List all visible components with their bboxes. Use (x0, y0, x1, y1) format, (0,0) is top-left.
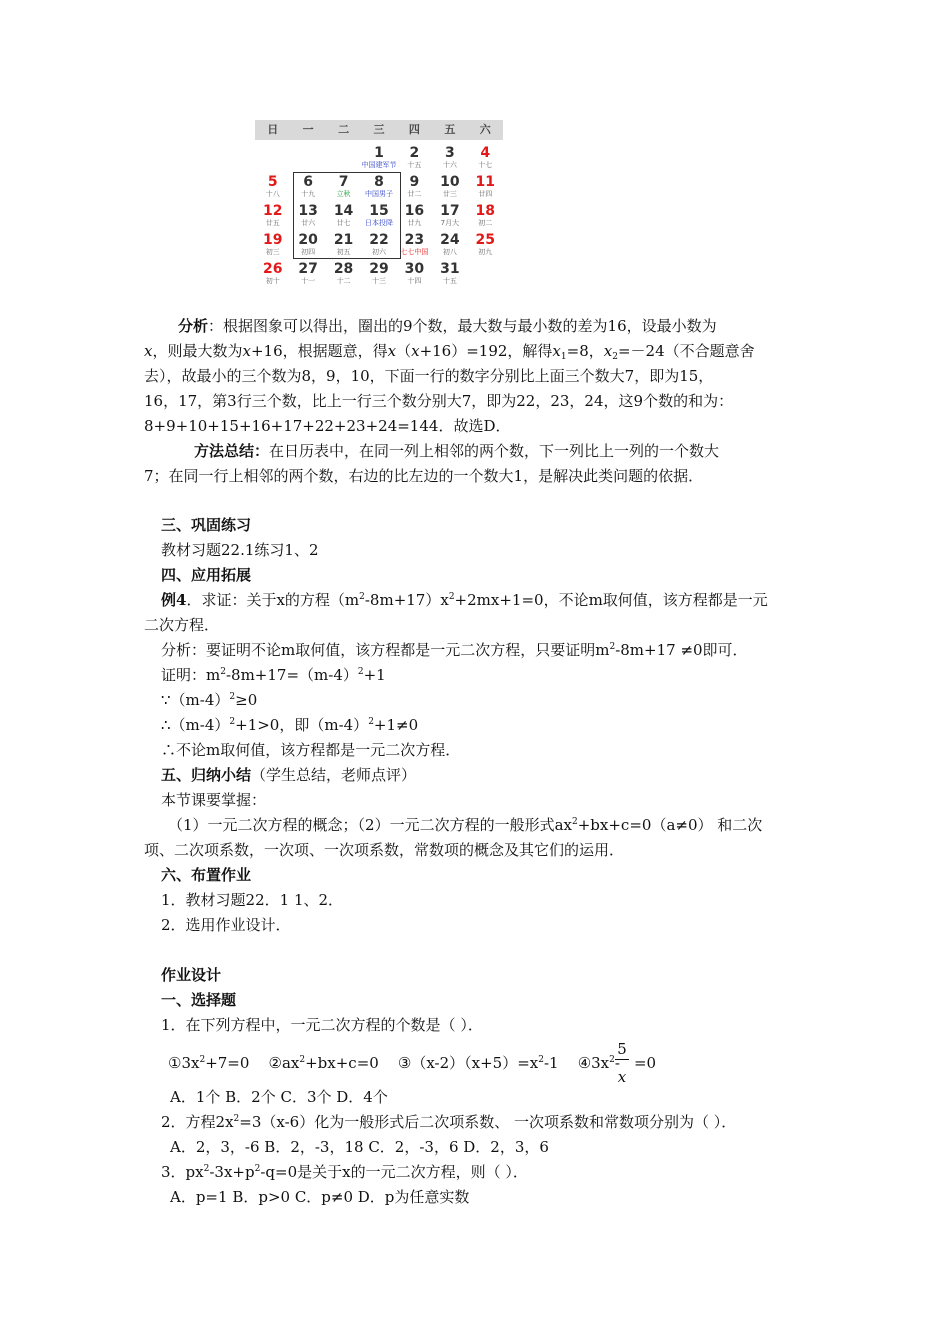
day-subtext: 初八 (442, 248, 457, 256)
day-number: 8 (374, 174, 384, 190)
day-number: 22 (369, 232, 389, 248)
calendar-day (397, 144, 432, 173)
analysis-line-4: 16，17，第3行三个数，比上一行三个数分别大7，即为22，23，24，这9个数的和为： (144, 392, 734, 410)
analysis-line-2: x，则最大数为x+16，根据题意，得x（x+16）=192，解得$x_1=8$，$x_2=-24$（不合题意舍 (144, 342, 755, 362)
analysis-line-5: 8+9+10+15+16+17+22+23+24=144．故选D． (144, 417, 511, 435)
calendar-day (468, 173, 503, 202)
day-subtext: 初三 (265, 248, 280, 256)
weekday-label: 三 (373, 123, 385, 136)
day-number: 27 (298, 261, 318, 277)
question-1: 1．在下列方程中，一元二次方程的个数是（ ）． (161, 1016, 483, 1034)
calendar-day (397, 202, 432, 231)
weekday-label: 四 (408, 123, 420, 136)
day-number: 23 (404, 232, 425, 248)
calendar-image (255, 120, 503, 288)
day-subtext: 十二 (336, 277, 351, 285)
question-3: 3．$px^2-3x+p^2-q=0$是关于x的一元二次方程，则（ ）． (161, 1163, 528, 1181)
day-subtext: 廿六 (301, 219, 316, 227)
day-subtext: 廿四 (478, 190, 493, 198)
weekday-label: 日 (267, 123, 279, 136)
fraction-bar (615, 1059, 629, 1060)
day-number: 7 (338, 174, 349, 190)
homework-title: 作业设计 (161, 966, 222, 984)
calendar-day (397, 173, 432, 202)
method-label: 方法总结： (194, 442, 270, 460)
analysis-label: 分析 (178, 317, 209, 335)
section-6-item-1: 1．教材习题22．1 1、2． (161, 891, 344, 909)
section-6-item-2: 2．选用作业设计． (161, 916, 291, 934)
day-number: 25 (475, 232, 496, 248)
calendar-day (468, 144, 503, 173)
calendar-day (361, 260, 396, 289)
question-1-options (168, 1056, 656, 1071)
question-2: 2．方程$2x^2=3(x-6)$化为一般形式后二次项系数、 一次项系数和常数项分别为（ ）． (161, 1113, 737, 1131)
day-number: 24 (440, 232, 460, 248)
section-3-title: 三、巩固练习 (161, 516, 252, 534)
day-subtext: 初五 (336, 248, 351, 256)
day-subtext: 廿五 (265, 219, 280, 227)
calendar-day (468, 231, 503, 260)
day-subtext: 立秋 (336, 190, 351, 198)
section-5-line-2: （1）一元二次方程的概念；（2）一元二次方程的一般形式$ax^2+bx+c=0(a\ne 0)$ 和二次 (168, 816, 763, 834)
question-3-answers: A．p=1 B．p>0 C．p≠0 D．p为任意实数 (170, 1188, 470, 1206)
example-4-analysis: 分析：要证明不论m取何值，该方程都是一元二次方程，只要证明$m^2-8m+17 \ne 0$即可． (161, 641, 748, 659)
calendar-day (432, 144, 467, 173)
section-6-title: 六、布置作业 (161, 866, 252, 884)
day-number: 16 (404, 203, 425, 219)
day-subtext: 七七中国 (400, 248, 429, 256)
day-subtext: 日本投降 (364, 219, 393, 227)
day-subtext: 初九 (478, 248, 493, 256)
day-number: 2 (409, 145, 420, 161)
calendar-day (255, 144, 290, 173)
day-number: 31 (440, 261, 460, 277)
calendar-day (326, 260, 361, 289)
day-subtext: 初二 (478, 219, 493, 227)
section-5-line-1: 本节课要掌握： (161, 791, 267, 809)
day-subtext: 十五 (407, 161, 422, 169)
calendar-day (290, 144, 325, 173)
day-number: 12 (262, 203, 283, 219)
day-subtext: 廿三 (442, 190, 457, 198)
day-subtext: 初四 (301, 248, 316, 256)
day-number: 5 (267, 174, 278, 190)
day-subtext: 中国建军节 (361, 161, 397, 169)
calendar-day (432, 231, 467, 260)
day-subtext: 廿二 (407, 190, 422, 198)
day-subtext: 初十 (265, 277, 280, 285)
day-subtext: 十六 (442, 161, 457, 169)
day-number: 10 (440, 174, 460, 190)
day-number: 30 (404, 261, 425, 277)
calendar-day (255, 202, 290, 231)
question-2-answers: A．2，3，-6 B．2，-3，18 C．2，-3，6 D．2，3，6 (170, 1138, 549, 1156)
proof-therefore: $\therefore(m-4)^2+1>0$，即$(m-4)^2+1\ne 0$ (161, 716, 419, 734)
section-3-line: 教材习题22.1练习1、2 (161, 541, 319, 559)
method-line-1: 方法总结：在日历表中，在同一列上相邻的两个数，下一列比上一列的一个数大 (194, 442, 720, 460)
fraction-numerator: 5 (617, 1040, 627, 1058)
day-number: 1 (374, 145, 384, 161)
option-4: $④3x^2- =0$ (577, 1054, 657, 1072)
day-number: 4 (480, 145, 491, 161)
section-5-line-3: 项、二次项系数，一次项、一次项系数，常数项的概念及其它们的运用． (144, 841, 625, 859)
calendar-weekday-header (255, 120, 503, 140)
weekday-label: 一 (302, 123, 314, 136)
day-number: 19 (262, 232, 283, 248)
day-number: 13 (298, 203, 318, 219)
section-5-title: 五、归纳小结（学生总结，老师点评） (161, 766, 417, 784)
option-3: $③(x-2)(x+5)=x^2-1$ (397, 1054, 559, 1072)
day-number: 17 (440, 203, 460, 219)
calendar-day (468, 202, 503, 231)
day-number: 21 (333, 232, 354, 248)
calendar-day (326, 144, 361, 173)
day-subtext: 7月大 (440, 219, 460, 227)
weekday-label: 五 (444, 123, 456, 136)
day-number: 9 (409, 174, 420, 190)
example-4-line-2: 二次方程． (144, 616, 220, 634)
proof-conclusion: ∴不论m取何值，该方程都是一元二次方程． (161, 741, 461, 759)
day-number: 11 (475, 174, 496, 190)
calendar-highlight-box (293, 172, 401, 259)
weekday-label: 二 (338, 123, 350, 136)
day-subtext: 十七 (478, 161, 493, 169)
day-subtext: 廿九 (407, 219, 422, 227)
day-number: 20 (298, 232, 318, 248)
section-4-title: 四、应用拓展 (161, 566, 252, 584)
homework-section-1: 一、选择题 (161, 991, 237, 1009)
proof-line-1: 证明：$m^2-8m+17=(m-4)^2+1$ (161, 666, 386, 684)
weekday-label: 六 (479, 123, 491, 136)
calendar-day (290, 260, 325, 289)
day-number: 18 (475, 203, 496, 219)
analysis-line-3: 去），故最小的三个数为8，9，10，下面一行的数字分别比上面三个数大7，即为15， (144, 367, 714, 385)
calendar-day (468, 260, 503, 289)
day-subtext: 十九 (301, 190, 316, 198)
day-number: 15 (369, 203, 389, 219)
day-number: 28 (333, 261, 354, 277)
day-subtext: 十三 (371, 277, 386, 285)
day-subtext: 十八 (265, 190, 280, 198)
calendar-day (255, 231, 290, 260)
calendar-day (255, 173, 290, 202)
calendar-day (255, 260, 290, 289)
fraction-denominator: x (617, 1068, 627, 1086)
day-number: 6 (303, 174, 313, 190)
analysis-line-1: 分析：根据图象可以得出，圈出的9个数，最大数与最小数的差为16，设最小数为 (178, 317, 717, 335)
day-number: 3 (444, 145, 455, 161)
day-subtext: 十五 (442, 277, 457, 285)
day-number: 29 (369, 261, 389, 277)
calendar-day (397, 231, 432, 260)
example-4-line-1: 例4．求证：关于x的方程$(m^2-8m+17)x^2+2mx+1=0$，不论m取何值，该方程都是一元 (161, 591, 768, 609)
proof-because: $\because(m-4)^2\ge 0$ (161, 691, 258, 709)
calendar-day (432, 260, 467, 289)
question-1-answers: A．1个 B．2个 C．3个 D．4个 (170, 1088, 388, 1106)
calendar-day (397, 260, 432, 289)
day-number: 14 (333, 203, 354, 219)
day-subtext: 中国男子 (364, 190, 393, 198)
method-line-2: 7；在同一行上相邻的两个数，右边的比左边的一个数大1，是解决此类问题的依据． (144, 467, 704, 485)
day-subtext: 初六 (371, 248, 386, 256)
calendar-day (432, 173, 467, 202)
calendar-day (432, 202, 467, 231)
day-subtext: 十四 (407, 277, 422, 285)
day-subtext: 廿七 (336, 219, 351, 227)
day-number: 26 (262, 261, 283, 277)
day-subtext: 十一 (301, 277, 316, 285)
calendar-day (361, 144, 396, 173)
option-2: $②ax^2+bx+c=0$ (268, 1054, 379, 1072)
option-1: $①3x^2+7=0$ (168, 1054, 250, 1072)
